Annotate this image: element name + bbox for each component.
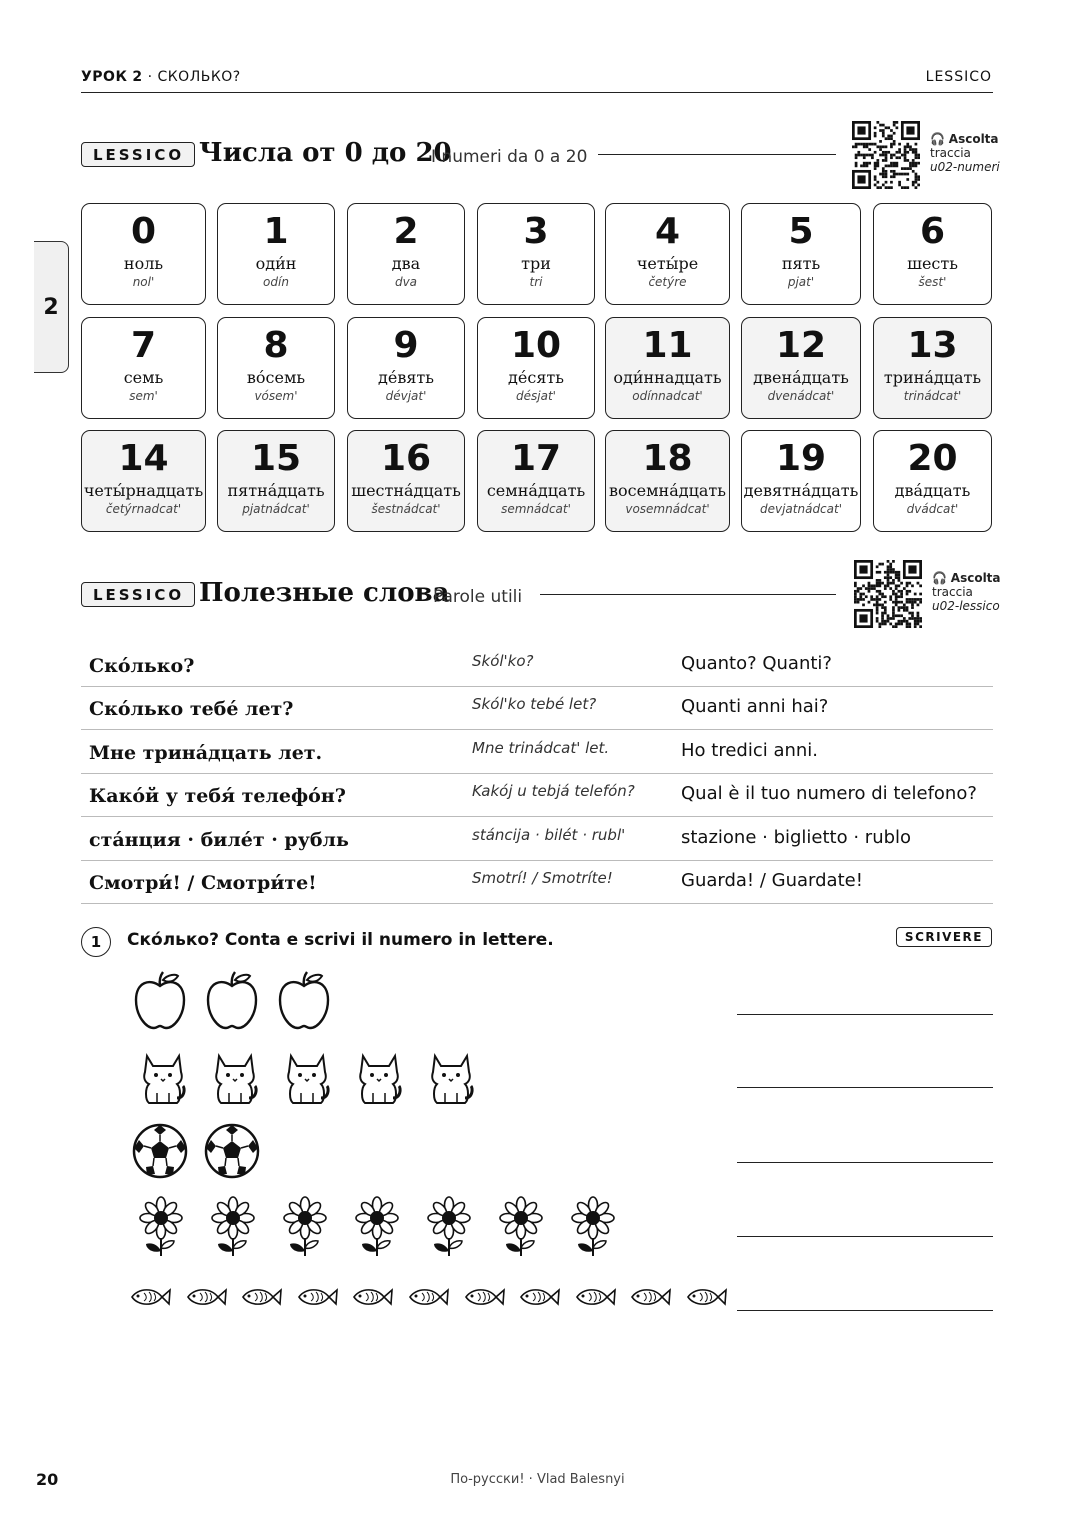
- listen-label: Ascolta: [948, 132, 999, 146]
- numbers-section-rule: [598, 154, 836, 155]
- number-card-4: [605, 203, 730, 305]
- number-card-11: [605, 317, 730, 419]
- answer-line[interactable]: [737, 1236, 993, 1237]
- fish-icon: [684, 1285, 728, 1313]
- number-transliteration: četýre: [648, 275, 687, 289]
- vocab-russian: Смотри́! / Смотри́те!: [89, 872, 317, 894]
- vocab-row: [81, 686, 993, 730]
- number-word-ru: девятна́дцать: [743, 481, 859, 500]
- cat-icon: [427, 1048, 475, 1110]
- number-digit: 3: [523, 211, 549, 252]
- vocab-italian: Quanto? Quanti?: [681, 653, 832, 674]
- fish-icon: [406, 1285, 450, 1313]
- listen-track: u02-numeri: [930, 160, 1000, 174]
- number-card-9: [347, 317, 465, 419]
- flower-icon: [570, 1196, 616, 1262]
- apple-icon: [204, 970, 260, 1036]
- number-card-16: [347, 430, 465, 532]
- fish-icon: [573, 1285, 617, 1313]
- number-word-ru: шестна́дцать: [351, 481, 461, 500]
- vocab-italian: Qual è il tuo numero di telefono?: [681, 783, 977, 805]
- running-header-right: LESSICO: [925, 69, 992, 85]
- vocab-transliteration: Skól'ko tebé let?: [472, 695, 597, 714]
- fish-icon: [350, 1285, 394, 1313]
- number-digit: 14: [118, 438, 169, 479]
- section-tag-lessico: LESSICO: [81, 142, 195, 167]
- number-digit: 19: [775, 438, 827, 479]
- number-transliteration: vosemnádcat': [625, 502, 710, 516]
- number-card-15: [217, 430, 335, 532]
- numbers-section-subtitle: I numeri da 0 a 20: [431, 147, 588, 167]
- number-word-ru: четы́рнадцать: [83, 481, 204, 500]
- exercise-number: 1: [81, 927, 111, 957]
- vocab-row: [81, 817, 993, 861]
- vocab-italian: stazione · biglietto · rublo: [681, 826, 912, 848]
- number-transliteration: pjatnádcat': [242, 502, 310, 516]
- number-word-ru: оди́н: [255, 254, 297, 273]
- flower-icon: [426, 1196, 472, 1262]
- flower-icon: [354, 1196, 400, 1262]
- number-word-ru: семна́дцать: [486, 481, 586, 500]
- number-digit: 2: [393, 211, 419, 252]
- number-digit: 10: [510, 325, 562, 366]
- listen-label: Ascolta: [950, 571, 1001, 585]
- soccer-ball-icon: [203, 1122, 261, 1184]
- number-digit: 1: [263, 211, 289, 252]
- number-card-0: [81, 203, 206, 305]
- vocab-russian: Ско́лько?: [89, 655, 195, 677]
- vocab-transliteration: Mne trinádcat' let.: [472, 738, 610, 757]
- listen-traccia: traccia: [930, 146, 971, 160]
- number-card-3: [477, 203, 595, 305]
- number-word-ru: пять: [781, 254, 821, 273]
- number-transliteration: devjatnádcat': [759, 502, 843, 516]
- fish-icon: [128, 1285, 172, 1313]
- number-word-ru: ноль: [123, 254, 164, 273]
- vocab-transliteration: Smotrí! / Smotríte!: [472, 869, 613, 887]
- vocab-italian: Ho tredici anni.: [681, 739, 819, 761]
- number-card-5: [741, 203, 861, 305]
- number-card-10: [477, 317, 595, 419]
- header-rule: [81, 92, 993, 93]
- listen-traccia: traccia: [932, 585, 973, 599]
- number-card-18: [605, 430, 730, 532]
- number-transliteration: tri: [529, 275, 543, 289]
- vocab-section-title: Полезные слова: [199, 578, 450, 608]
- headphones-icon: 🎧: [930, 132, 945, 146]
- number-transliteration: vósem': [254, 389, 298, 403]
- section-tag-lessico-2: LESSICO: [81, 582, 195, 607]
- number-transliteration: četýrnadcat': [105, 502, 182, 516]
- chapter-side-tab: 2: [34, 241, 69, 373]
- number-card-13: [873, 317, 992, 419]
- vocab-row: [81, 860, 993, 904]
- answer-line[interactable]: [737, 1162, 993, 1163]
- number-transliteration: semnádcat': [501, 502, 571, 516]
- number-transliteration: dvádcat': [906, 502, 959, 516]
- vocab-transliteration: stáncija · bilét · rubl': [472, 825, 626, 844]
- fish-icon: [295, 1285, 339, 1313]
- numbers-section-title: Числа от 0 до 20: [199, 138, 452, 168]
- flower-icon: [210, 1196, 256, 1262]
- cat-icon: [283, 1048, 331, 1110]
- number-digit: 17: [510, 438, 562, 479]
- number-digit: 0: [130, 211, 157, 252]
- number-word-ru: де́вять: [378, 368, 434, 387]
- number-transliteration: pjat': [787, 275, 815, 289]
- number-card-7: [81, 317, 206, 419]
- number-word-ru: восемна́дцать: [609, 481, 726, 500]
- exercise-tag: SCRIVERE: [896, 927, 992, 947]
- number-transliteration: trinádcat': [903, 389, 962, 403]
- flower-icon: [282, 1196, 328, 1262]
- vocab-transliteration: Skól'ko?: [472, 652, 534, 670]
- number-word-ru: четы́ре: [636, 254, 699, 273]
- number-transliteration: šest': [918, 275, 947, 289]
- number-card-6: [873, 203, 992, 305]
- number-card-12: [741, 317, 861, 419]
- number-transliteration: dva: [394, 275, 418, 289]
- exercise-title: Ско́лько? Conta e scrivi il numero in lettere.: [127, 930, 554, 950]
- lesson-title: · СКОЛЬКО?: [147, 69, 241, 85]
- answer-line[interactable]: [737, 1014, 993, 1015]
- qr-code-icon[interactable]: [852, 121, 920, 189]
- vocab-row: [81, 643, 993, 687]
- number-word-ru: три: [521, 254, 551, 273]
- cat-icon: [139, 1048, 187, 1110]
- answer-line[interactable]: [737, 1310, 993, 1311]
- number-transliteration: nol': [132, 275, 155, 289]
- number-word-ru: трина́дцать: [883, 368, 982, 387]
- number-word-ru: шесть: [907, 254, 958, 273]
- vocab-row: [81, 730, 993, 774]
- answer-line[interactable]: [737, 1087, 993, 1088]
- vocab-russian: Ско́лько тебе́ лет?: [89, 698, 294, 721]
- number-word-ru: двена́дцать: [753, 368, 849, 387]
- number-word-ru: семь: [123, 368, 164, 387]
- number-digit: 4: [654, 211, 681, 252]
- number-digit: 18: [642, 438, 693, 479]
- vocab-transliteration: Kakój u tebjá telefón?: [472, 782, 635, 801]
- flower-icon: [498, 1196, 544, 1262]
- lesson-number: 2: [132, 69, 143, 85]
- footer-credit: По-русски! · Vlad Balesnyi: [450, 1472, 625, 1487]
- flower-icon: [138, 1196, 184, 1262]
- number-digit: 9: [393, 325, 419, 366]
- vocab-section-subtitle: Parole utili: [433, 587, 523, 607]
- cat-icon: [211, 1048, 259, 1110]
- number-word-ru: во́семь: [246, 368, 306, 387]
- cat-icon: [355, 1048, 403, 1110]
- vocab-russian: ста́нция · биле́т · рубль: [89, 828, 349, 851]
- number-word-ru: оди́ннадцать: [613, 368, 722, 387]
- number-card-19: [741, 430, 861, 532]
- vocab-section-rule: [540, 594, 836, 595]
- vocab-italian: Guarda! / Guardate!: [681, 870, 863, 891]
- apple-icon: [276, 970, 332, 1036]
- number-digit: 12: [775, 325, 827, 366]
- number-card-14: [81, 430, 206, 532]
- number-digit: 5: [788, 211, 814, 252]
- number-transliteration: odín: [263, 275, 289, 289]
- number-digit: 6: [919, 211, 946, 252]
- running-header-left: [81, 69, 241, 85]
- number-card-20: [873, 430, 992, 532]
- apple-icon: [132, 970, 188, 1036]
- vocab-russian: Мне трина́дцать лет.: [89, 741, 323, 764]
- qr-code-icon[interactable]: [854, 560, 922, 628]
- number-card-17: [477, 430, 595, 532]
- fish-icon: [239, 1285, 283, 1313]
- number-transliteration: sem': [129, 389, 158, 403]
- listen-track: u02-lessico: [932, 599, 1000, 613]
- number-word-ru: два́дцать: [894, 481, 971, 500]
- number-word-ru: пятна́дцать: [227, 481, 325, 500]
- fish-icon: [517, 1285, 561, 1313]
- fish-icon: [184, 1285, 228, 1313]
- number-word-ru: де́сять: [508, 368, 564, 387]
- number-transliteration: dvenádcat': [767, 389, 835, 403]
- number-digit: 7: [130, 325, 157, 366]
- page-number: 20: [36, 1470, 59, 1489]
- number-digit: 8: [263, 325, 289, 366]
- headphones-icon: 🎧: [932, 571, 947, 585]
- number-digit: 11: [642, 325, 693, 366]
- number-digit: 15: [250, 438, 302, 479]
- number-digit: 20: [907, 438, 958, 479]
- number-card-2: [347, 203, 465, 305]
- soccer-ball-icon: [131, 1122, 189, 1184]
- number-transliteration: odínnadcat': [632, 389, 703, 403]
- number-transliteration: šestnádcat': [371, 502, 441, 516]
- fish-icon: [462, 1285, 506, 1313]
- number-transliteration: désjat': [516, 389, 556, 403]
- number-digit: 13: [907, 325, 958, 366]
- number-transliteration: dévjat': [385, 389, 427, 403]
- lesson-label: УРОК: [81, 69, 128, 85]
- listen-box-numeri: [930, 132, 1000, 174]
- vocab-row: [81, 773, 993, 817]
- number-card-1: [217, 203, 335, 305]
- fish-icon: [628, 1285, 672, 1313]
- vocab-russian: Како́й у тебя́ телефо́н?: [89, 785, 346, 808]
- number-word-ru: два: [391, 254, 421, 273]
- vocab-italian: Quanti anni hai?: [681, 696, 829, 718]
- number-digit: 16: [380, 438, 432, 479]
- listen-box-lessico: [932, 571, 1001, 613]
- number-card-8: [217, 317, 335, 419]
